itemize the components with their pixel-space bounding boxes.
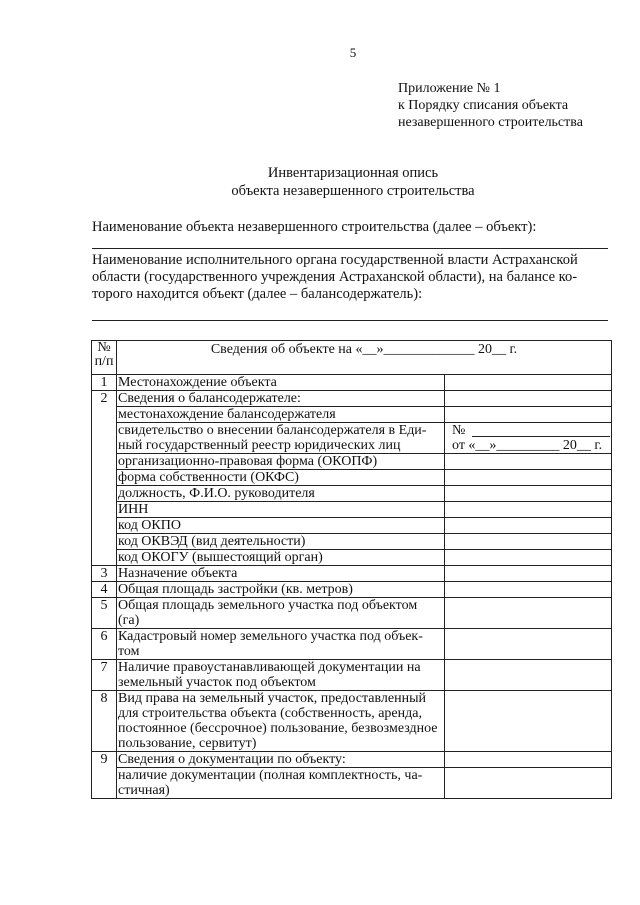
holder-label-line: области (государственного учреждения Астраханской области), на балансе ко- xyxy=(92,269,578,285)
document-title xyxy=(0,164,640,200)
row-name-cell: форма собственности (ОКФС) xyxy=(117,470,445,486)
row-name-cell: ИНН xyxy=(117,502,445,518)
object-name-fill-line xyxy=(92,248,608,249)
holder-label-line: Наименование исполнительного органа государственной власти Астраханской xyxy=(92,252,578,268)
row-name-cell: наличие документации (полная комплектность, ча- стичная) xyxy=(117,768,445,799)
row-value-cell[interactable] xyxy=(445,582,612,598)
title-line: Инвентаризационная опись xyxy=(267,165,439,181)
table-row xyxy=(92,550,612,566)
holder-fill-line xyxy=(92,320,608,321)
appendix-line: к Порядку списания объекта xyxy=(398,98,569,113)
row-value-cell[interactable] xyxy=(445,550,612,566)
table-row: 5 Общая площадь земельного участка под объектом (га) xyxy=(92,598,612,629)
table-row xyxy=(92,502,612,518)
row-value-cell[interactable] xyxy=(445,691,612,752)
header-num-cell: № п/п xyxy=(92,341,117,375)
table-row: 7 Наличие правоустанавливающей документации на земельный участок под объектом xyxy=(92,660,612,691)
row-name-cell: код ОКОГУ (вышестоящий орган) xyxy=(117,550,445,566)
registry-date-label: от «__»_________ 20__ г. xyxy=(452,438,603,453)
row-name-cell: Кадастровый номер земельного участка под объек- том xyxy=(117,629,445,660)
inventory-table xyxy=(91,340,612,799)
registry-number-label: № xyxy=(452,423,466,438)
table-row: 9 Сведения о документации по объекту: xyxy=(92,752,612,768)
table-row: 1 Местонахождение объекта xyxy=(92,375,612,391)
row-value-cell[interactable] xyxy=(445,660,612,691)
holder-label-line: торого находится объект (далее – балансодержатель): xyxy=(92,286,423,302)
appendix-line: незавершенного строительства xyxy=(398,115,583,130)
table-row xyxy=(92,423,612,454)
row-value-cell[interactable] xyxy=(445,470,612,486)
row-value-cell[interactable] xyxy=(445,502,612,518)
row-name-cell: код ОКВЭД (вид деятельности) xyxy=(117,534,445,550)
table-row: 6 Кадастровый номер земельного участка под объек- том xyxy=(92,629,612,660)
table-header-row xyxy=(92,341,612,375)
row-value-cell[interactable] xyxy=(445,486,612,502)
row-name-cell: Местонахождение объекта xyxy=(117,375,445,391)
table-row xyxy=(92,534,612,550)
table-row: 2 Сведения о балансодержателе: xyxy=(92,391,612,407)
row-name-cell: Вид права на земельный участок, предоставленный для строительства объекта (собственность, аренда, постоянное (бессрочное) пользование, безвозмездное пользование, сервитут) xyxy=(117,691,445,752)
row-value-cell[interactable] xyxy=(445,454,612,470)
title-line: объекта незавершенного строительства xyxy=(231,183,475,199)
row-name-cell: Наличие правоустанавливающей документации на земельный участок под объектом xyxy=(117,660,445,691)
row-value-cell[interactable] xyxy=(445,518,612,534)
table-row: 8 Вид права на земельный участок, предоставленный для строительства объекта (собственность, аренда, постоянное (бессрочное) пользование, безвозмездное пользование, сервитут) xyxy=(92,691,612,752)
holder-label xyxy=(92,252,608,303)
registry-number-line xyxy=(472,436,610,437)
row-value-cell[interactable] xyxy=(445,566,612,582)
row-value-cell[interactable] xyxy=(445,375,612,391)
row-name-cell: Сведения о документации по объекту: xyxy=(117,752,445,768)
appendix-header xyxy=(398,80,583,131)
row-name-cell: организационно-правовая форма (ОКОПФ) xyxy=(117,454,445,470)
table-row: 4 Общая площадь застройки (кв. метров) xyxy=(92,582,612,598)
row-name-cell: свидетельство о внесении балансодержателя в Еди- ный государственный реестр юридических лиц xyxy=(117,423,445,454)
page-number: 5 xyxy=(349,45,357,60)
row-name-cell: код ОКПО xyxy=(117,518,445,534)
row-name-cell: местонахождение балансодержателя xyxy=(117,407,445,423)
table-row xyxy=(92,518,612,534)
appendix-line: Приложение № 1 xyxy=(398,81,501,96)
row-value-cell[interactable] xyxy=(445,752,612,768)
row-name-cell: Сведения о балансодержателе: xyxy=(117,391,445,407)
row-value-cell[interactable] xyxy=(445,768,612,799)
row-name-cell: Общая площадь застройки (кв. метров) xyxy=(117,582,445,598)
row-value-cell[interactable] xyxy=(445,391,612,407)
table-row xyxy=(92,470,612,486)
table-row: 3 Назначение объекта xyxy=(92,566,612,582)
row-value-cell[interactable] xyxy=(445,629,612,660)
table-row xyxy=(92,486,612,502)
row-value-cell[interactable] xyxy=(445,598,612,629)
header-info-cell: Сведения об объекте на «__»_____________ 20__ г. xyxy=(117,341,612,375)
table-row xyxy=(92,768,612,799)
row-value-cell[interactable] xyxy=(445,534,612,550)
row-name-cell: Назначение объекта xyxy=(117,566,445,582)
table-row xyxy=(92,454,612,470)
row-name-cell: Общая площадь земельного участка под объектом (га) xyxy=(117,598,445,629)
row-name-cell: должность, Ф.И.О. руководителя xyxy=(117,486,445,502)
row-value-cell[interactable] xyxy=(445,407,612,423)
object-name-label: Наименование объекта незавершенного строительства (далее – объект): xyxy=(92,219,537,235)
registry-value-cell[interactable] xyxy=(445,423,612,454)
table-row xyxy=(92,407,612,423)
